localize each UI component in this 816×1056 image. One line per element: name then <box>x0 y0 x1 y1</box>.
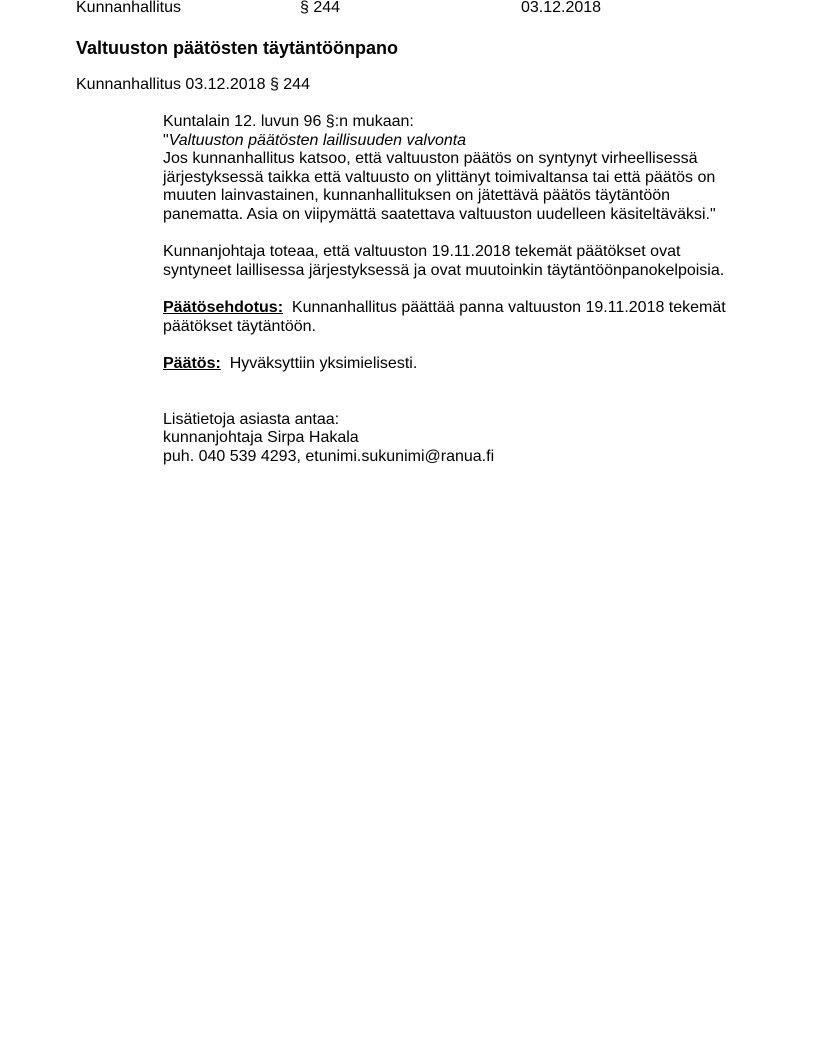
spacer <box>163 280 763 299</box>
law-intro: Kuntalain 12. luvun 96 §:n mukaan: <box>163 113 414 130</box>
proposal-text-continued: päätökset täytäntöön. <box>163 317 316 335</box>
statement-line: Kunnanjohtaja toteaa, että valtuuston 19.11.2018 tekemät päätökset ovat <box>163 243 681 260</box>
header-body-name: Kunnanhallitus <box>76 0 181 16</box>
law-quote-heading <box>163 132 763 151</box>
proposal <box>163 299 763 336</box>
law-text-line: panematta. Asia on viipymättä saatettava valtuuston uudelleen käsiteltäväksi." <box>163 205 716 223</box>
law-title: Valtuuston päätösten laillisuuden valvonta <box>168 131 467 149</box>
law-text <box>163 150 763 224</box>
document-body <box>163 113 763 466</box>
contact-info <box>163 411 763 467</box>
decision <box>163 355 763 374</box>
proposal-line <box>163 299 763 318</box>
header-date: 03.12.2018 <box>521 0 602 16</box>
statement-line: syntyneet laillisessa järjestyksessä ja ovat muutoinkin täytäntöönpanokelpoisia. <box>163 261 725 279</box>
header-section-number: § 244 <box>300 0 341 16</box>
spacer <box>163 336 763 355</box>
contact-details: puh. 040 539 4293, etunimi.sukunimi@ranua.fi <box>163 447 495 465</box>
page-title: Valtuuston päätösten täytäntöönpano <box>76 38 399 58</box>
contact-person: kunnanjohtaja Sirpa Hakala <box>163 429 359 446</box>
contact-intro: Lisätietoja asiasta antaa: <box>163 410 340 428</box>
quote-mark: " <box>163 131 169 149</box>
law-text-line: järjestyksessä taikka että valtuusto on ylittänyt toimivaltansa tai että päätös on <box>163 168 716 186</box>
law-text-line: Jos kunnanhallitus katsoo, että valtuuston päätös on syntynyt virheellisessä <box>163 150 698 167</box>
spacer <box>163 224 763 243</box>
statement <box>163 243 763 280</box>
proposal-label: Päätösehdotus: <box>163 299 284 316</box>
decision-text: Hyväksyttiin yksimielisesti. <box>229 355 418 372</box>
page-header <box>0 0 816 19</box>
spacer <box>163 374 763 411</box>
law-text-line: muuten lainvastainen, kunnanhallituksen on jätettävä päätös täytäntöön <box>163 187 671 204</box>
decision-label: Päätös: <box>163 355 221 372</box>
proposal-text: Kunnanhallitus päättää panna valtuuston 19.11.2018 tekemät <box>291 299 726 316</box>
meeting-reference: Kunnanhallitus 03.12.2018 § 244 <box>76 76 310 93</box>
